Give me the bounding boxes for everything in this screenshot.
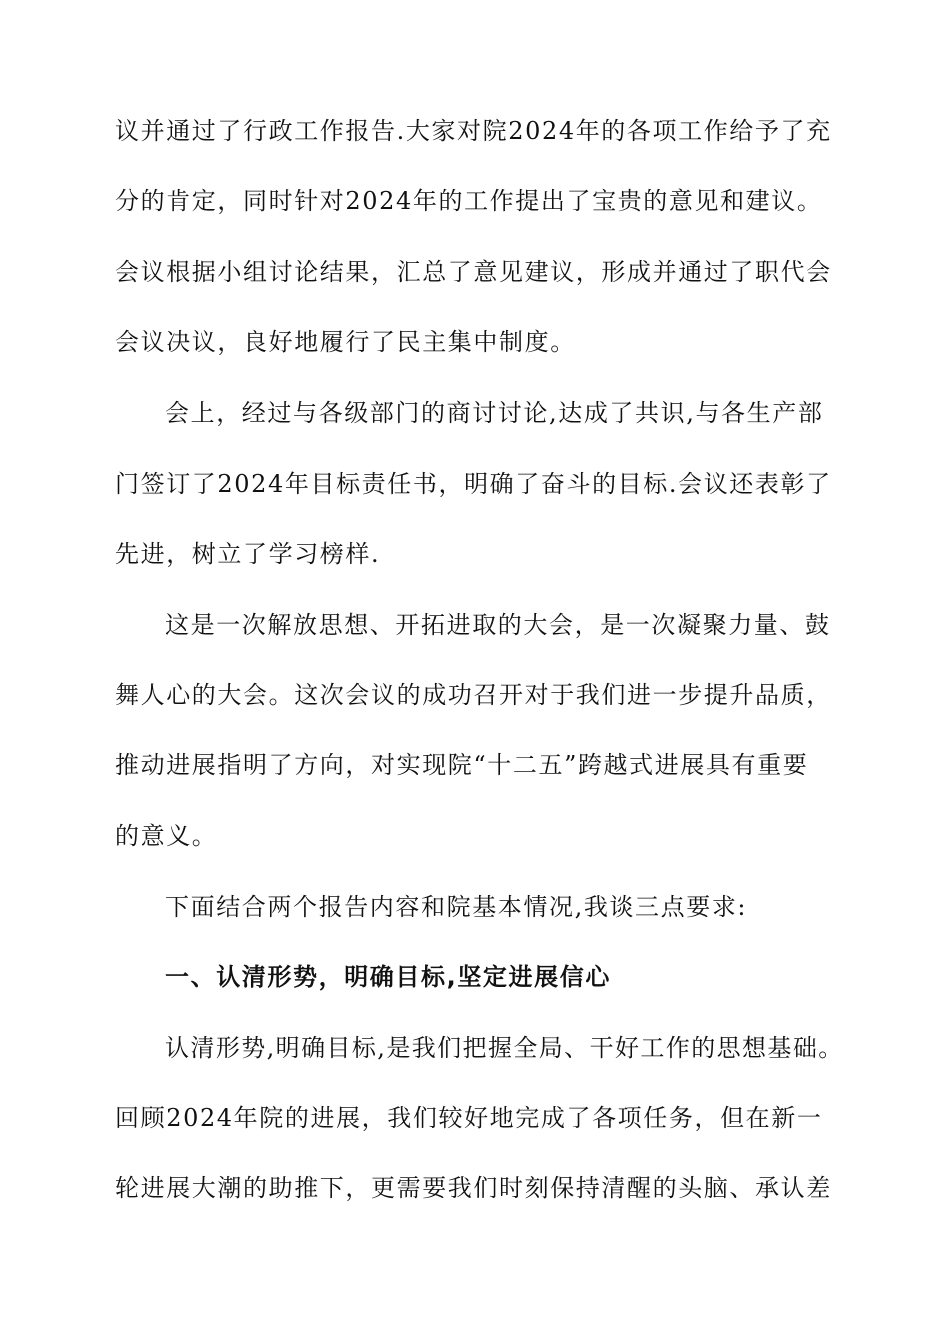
text-line: 会议决议，良好地履行了民主集中制度。 — [115, 328, 576, 356]
text-line: 会议根据小组讨论结果，汇总了意见建议，形成并通过了职代会 — [115, 258, 832, 286]
text-line: 舞人心的大会。这次会议的成功召开对于我们进一步提升品质， — [115, 681, 832, 709]
text-line: 轮进展大潮的助推下，更需要我们时刻保持清醒的头脑、承认差 — [115, 1174, 832, 1202]
paragraph-start-line: 认清形势,明确目标,是我们把握全局、干好工作的思想基础。 — [165, 1034, 844, 1062]
paragraph-start-line: 这是一次解放思想、开拓进取的大会，是一次凝聚力量、鼓 — [165, 611, 831, 639]
text-line: 先进，树立了学习榜样. — [115, 540, 381, 568]
text-line: 分的肯定，同时针对2024年的工作提出了宝贵的意见和建议。 — [115, 187, 823, 215]
text-line: 回顾2024年院的进展，我们较好地完成了各项任务，但在新一 — [115, 1104, 823, 1132]
text-line: 议并通过了行政工作报告.大家对院2024年的各项工作给予了充 — [115, 117, 832, 145]
text-line: 门签订了2024年目标责任书，明确了奋斗的目标.会议还表彰了 — [115, 470, 832, 498]
text-line: 的意义。 — [115, 822, 218, 850]
paragraph-start-line: 会上，经过与各级部门的商讨讨论,达成了共识,与各生产部 — [165, 399, 824, 427]
text-line: 推动进展指明了方向，对实现院“十二五”跨越式进展具有重要 — [115, 751, 809, 779]
paragraph-start-line: 下面结合两个报告内容和院基本情况,我谈三点要求: — [165, 893, 748, 921]
section-heading: 一、认清形势，明确目标,坚定进展信心 — [165, 963, 611, 991]
